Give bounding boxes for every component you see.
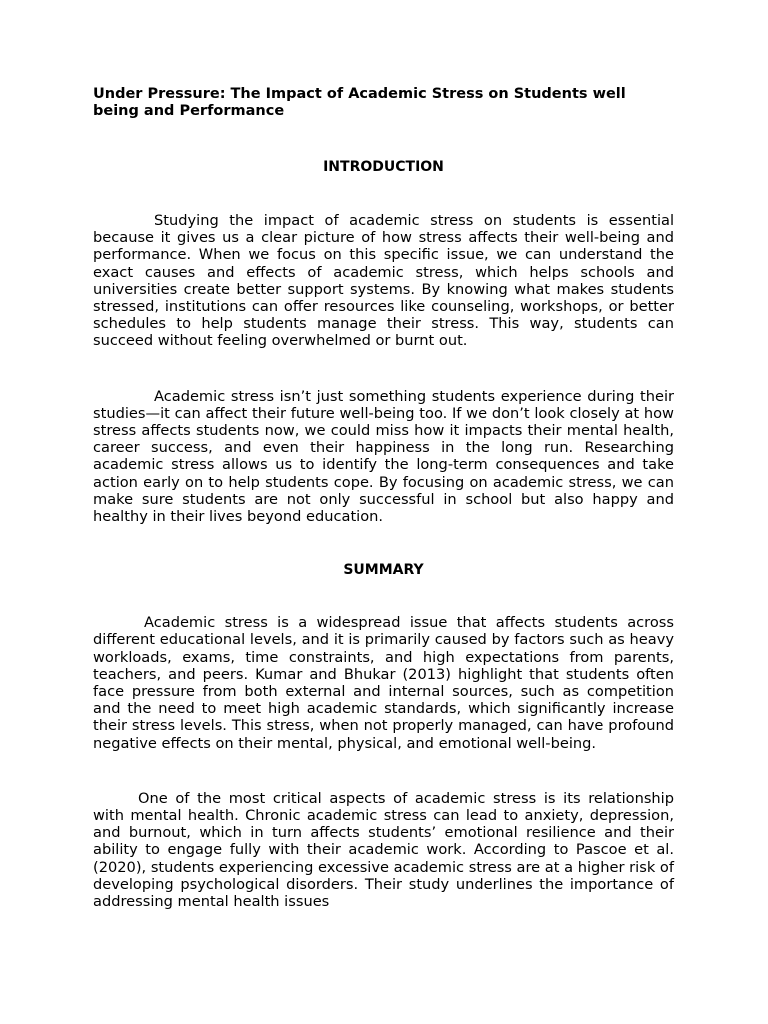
summary-paragraph-1: Academic stress is a widespread issue that affects students across different educational levels, and it is primarily caused by factors such as heavy workloads, exams, time constraints, and high expectations from parents, teachers, and peers. Kumar and Bhukar (2013) highlight that students often face pressure from both external and internal sources, such as competition and the need to meet high academic standards, which significantly increase their stress levels. This stress, when not properly managed, can have profound negative effects on their mental, physical, and emotional well-being. (93, 614, 674, 752)
introduction-heading: INTRODUCTION (323, 159, 444, 175)
document-page (93, 86, 674, 910)
summary-paragraph-2: One of the most critical aspects of academic stress is its relationship with mental health. Chronic academic stress can lead to anxiety, depression, and burnout, which in turn affects students’ emotional resilience and their ability to engage fully with their academic work. According to Pascoe et al. (2020), students experiencing excessive academic stress are at a higher risk of developing psychological disorders. Their study underlines the importance of addressing mental health issues (93, 789, 674, 911)
summary-heading: SUMMARY (343, 562, 424, 579)
introduction-paragraph-2: Academic stress isn’t just something students experience during their studies—it can affect their future well-being too. If we don’t look closely at how stress affects students now, we could miss how it impacts their mental health, career success, and even their happiness in the long run. Researching academic stress allows us to identify the long-term consequences and take action early on to help students cope. By focusing on academic stress, we can make sure students are not only successful in school but also happy and healthy in their lives beyond education. (93, 387, 674, 526)
document-title: Under Pressure: The Impact of Academic Stress on Students well being and Performance (93, 86, 626, 119)
introduction-paragraph-1: Studying the impact of academic stress on students is essential because it gives us a clear picture of how stress affects their well-being and performance. When we focus on this specific issue, we can understand the exact causes and effects of academic stress, which helps schools and universities create better support systems. By knowing what makes students stressed, institutions can offer resources like counseling, workshops, or better schedules to help students manage their stress. This way, students can succeed without feeling overwhelmed or burnt out. (93, 212, 674, 350)
